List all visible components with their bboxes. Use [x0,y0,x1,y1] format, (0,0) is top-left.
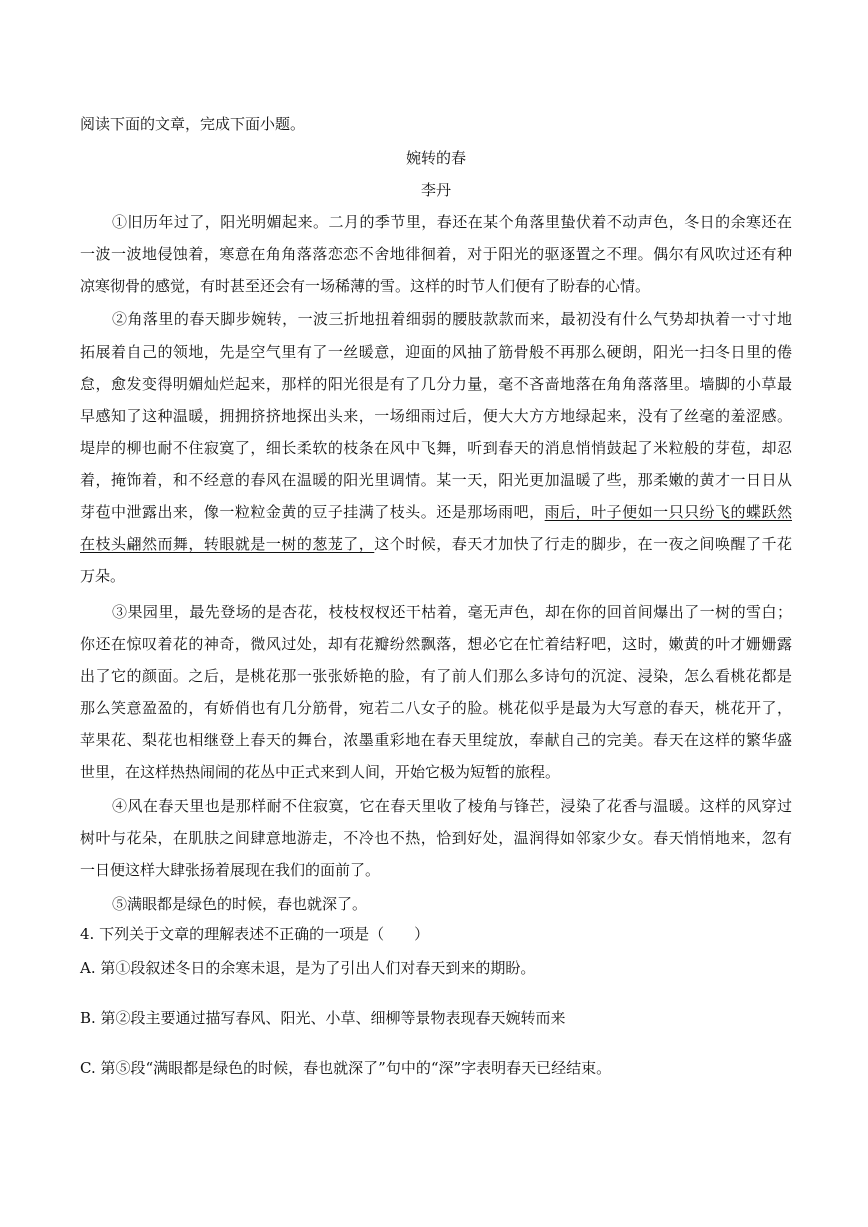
question-stem: 4. 下列关于文章的理解表述不正确的一项是（ ） [80,925,430,943]
paragraph-3-line-2: 你还在惊叹着花的神奇，微风过处，却有花瓣纷然飘落，想必它在忙着结籽吧，这时，嫩黄的叶才姗姗露 [80,635,792,653]
paragraph-2-line-2: 拓展着自己的领地，先是空气里有了一丝暖意，迎面的风抽了筋骨般不再那么硬朗，阳光一扫冬日里的倦 [80,343,792,361]
option-a: A. 第①段叙述冬日的余寒未退，是为了引出人们对春天到来的期盼。 [80,959,536,977]
paragraph-3-line-4: 那么笑意盈盈的，有娇俏也有几分筋骨，宛若二八女子的脸。桃花似乎是最为大写意的春天，桃花开了， [80,699,792,717]
paragraph-1-line-1: ①旧历年过了，阳光明媚起来。二月的季节里，春还在某个角落里蛰伏着不动声色，冬日的余寒还在 [112,213,792,231]
paragraph-4-line-2: 树叶与花朵，在肌肤之间肆意地游走，不冷也不热，恰到好处，温润得如邻家少女。春天悄悄地来，忽有 [80,829,792,847]
article-author: 李丹 [420,181,451,199]
paragraph-3-line-1: ③果园里，最先登场的是杏花，枝枝杈杈还干枯着，毫无声色，却在你的回首间爆出了一树的雪白； [112,603,792,621]
paragraph-2-line-6: 着，掩饰着，和不经意的春风在温暖的阳光里调情。某一天，阳光更加温暖了些，那柔嫩的黄才一日日从 [80,471,792,489]
paragraph-2-line-8 [80,534,792,554]
paragraph-2-line-8-text: 这个时候，春天才加快了行走的脚步，在一夜之间唤醒了千花 [374,535,792,553]
paragraph-2-line-7 [80,502,792,522]
paragraph-1-line-3: 凉寒彻骨的感觉，有时甚至还会有一场稀薄的雪。这样的时节人们便有了盼春的心情。 [80,277,651,295]
option-b: B. 第②段主要通过描写春风、阳光、小草、细柳等景物表现春天婉转而来 [80,1009,566,1027]
paragraph-2-line-1: ②角落里的春天脚步婉转，一波三折地扭着细弱的腰肢款款而来，最初没有什么气势却执着一寸寸地 [112,310,792,328]
underlined-sentence-part-2: 在枝头翩然而舞，转眼就是一树的葱茏了， [80,535,375,553]
paragraph-1-line-2: 一波一波地侵蚀着，寒意在角角落落恋恋不舍地徘徊着，对于阳光的驱逐置之不理。偶尔有风吹过还有种 [80,245,792,263]
reading-instruction: 阅读下面的文章，完成下面小题。 [80,115,306,133]
paragraph-3-line-3: 出了它的颜面。之后，是桃花那一张张娇艳的脸，有了前人们那么多诗句的沉淀、浸染，怎么看桃花都是 [80,667,792,685]
paragraph-2-line-7-text: 芽苞中泄露出来，像一粒粒金黄的豆子挂满了枝头。还是那场雨吧， [80,503,545,521]
paragraph-5-line-1: ⑤满眼都是绿色的时候，春也就深了。 [112,895,368,913]
article-title: 婉转的春 [405,149,466,167]
paragraph-3-line-5: 苹果花、梨花也相继登上春天的舞台，浓墨重彩地在春天里绽放，奉献自己的完美。春天在这样的繁华盛 [80,731,792,749]
paragraph-2-line-5: 堤岸的柳也耐不住寂寞了，细长柔软的枝条在风中飞舞，听到春天的消息悄悄鼓起了米粒般的芽苞，却忍 [80,439,792,457]
paragraph-2-line-3: 怠，愈发变得明媚灿烂起来，那样的阳光很是有了几分力量，毫不吝啬地落在角角落落里。墙脚的小草最 [80,375,792,393]
paragraph-3-line-6: 世里，在这样热热闹闹的花丛中正式来到人间，开始它极为短暂的旅程。 [80,763,561,781]
paragraph-4-line-3: 一日便这样大肆张扬着展现在我们的面前了。 [80,861,381,879]
paragraph-2-line-4: 早感知了这种温暖，拥拥挤挤地探出头来，一场细雨过后，便大大方方地绿起来，没有了丝毫的羞涩感。 [80,407,792,425]
paragraph-2-line-9: 万朵。 [80,567,126,585]
underlined-sentence-part-1: 雨后，叶子便如一只只纷飞的蝶跃然 [544,503,792,521]
option-c: C. 第⑤段“满眼都是绿色的时候，春也就深了”句中的“深”字表明春天已经结束。 [80,1059,612,1077]
paragraph-4-line-1: ④风在春天里也是那样耐不住寂寞，它在春天里收了棱角与锋芒，浸染了花香与温暖。这样的风穿过 [112,797,792,815]
